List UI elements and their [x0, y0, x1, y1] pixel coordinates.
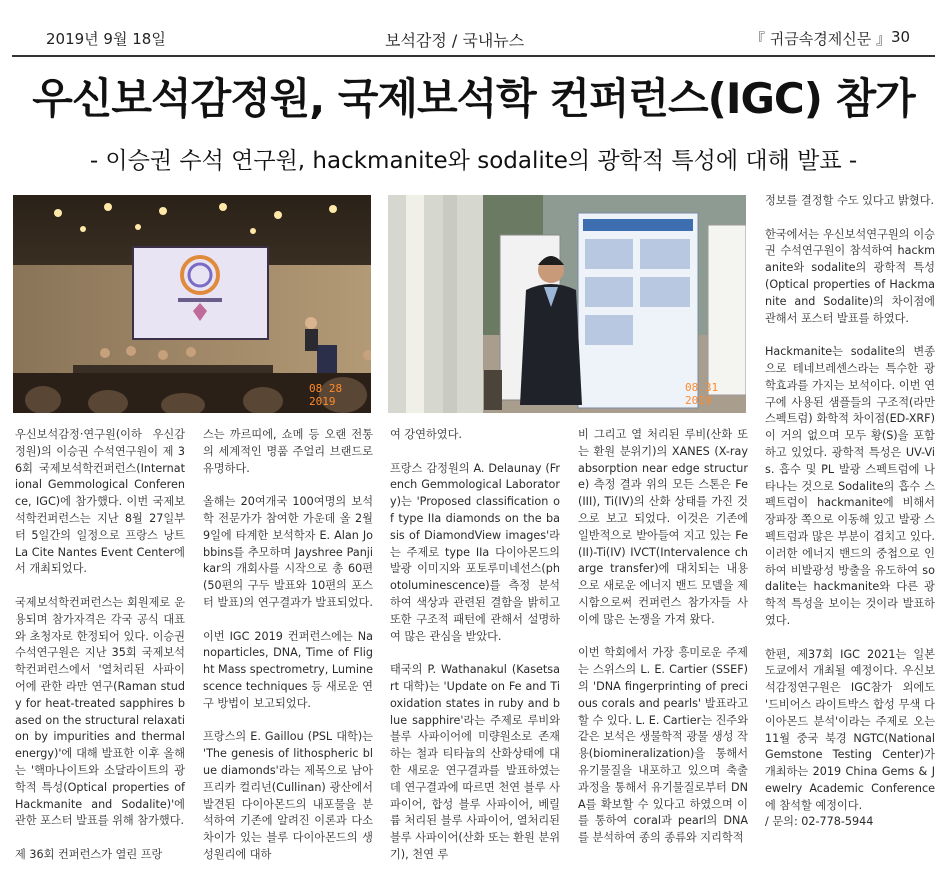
paragraph: 한편, 제37회 IGC 2021는 일본 도쿄에서 개최될 예정이다. 우신보석감정연구원은 IGC참가 외에도 '드비어스 라이트박스 합성 무색 다이아몬드 분석'이라는 주제로 오는 11월 중국 북경 NGTC(National Gemstone Testing Center)가 개최하는 2019 China Gems & Jewelry Academic Conference에 참석할 예정이다. / 문의: 02-778-5944 — [765, 647, 935, 829]
photo-date-stamp: 08 31 2019 — [685, 381, 719, 407]
paragraph: 이번 IGC 2019 컨퍼런스에는 Nanoparticles, DNA, Time of Flight Mass spectrometry, Luminescence techniques 등 새로운 연구 방법이 보고되었다. — [203, 629, 373, 710]
paragraph: 올해는 20여개국 100여명의 보석학 전문가가 참여한 가운데 올 2월 9일에 타계한 보석학자 E. Alan Jobbins를 추모하며 Jayshree Panjikar의 개회사를 시작으로 총 60편(50편의 구두 발표와 10편의 포스터 발표)의 연구결과가 발표되었다. — [203, 495, 373, 609]
paragraph: 프랑스 감정원의 A. Delaunay (French Gemmological Laboratory)는 'Proposed classification of type IIa diamonds on the basis of DiamondView images'라는 주제로 type IIa 다이아몬드의 발광 이미지와 포토루미네선스(photoluminescence)를 측정 분석하여 색상과 관련된 결함을 밝히고 또한 구조적 패턴에 관해서 설명하여 많은 관심을 받았다. — [390, 461, 560, 643]
page-number: 30 — [891, 28, 911, 46]
paragraph: 정보를 결정할 수도 있다고 밝혔다. — [765, 194, 935, 207]
researcher-poster-photo — [388, 195, 746, 413]
page-header — [0, 0, 947, 56]
paragraph: 비 그리고 열 처리된 루비(산화 또는 환원 분위기)의 XANES (X-ray absorption near edge structure) 측정 결과 위의 모든 스톤은 Fe(III), Ti(IV)의 산화 상태를 가진 것으로 보고 되었다. 이것은 기존에 일반적으로 받아들여 지고 있는 Fe(II)-Ti(IV) IVCT(Intervalence charge transfer)에 대치되는 내용으로 새로운 에너지 밴드 모델을 제시함으로써 컨퍼런스 참가자들 사이에 많은 논쟁을 가져 왔다. — [578, 428, 748, 626]
article-column-4 — [578, 427, 748, 864]
article-column-5 — [765, 193, 935, 848]
photo-date-stamp: 08 28 2019 — [309, 382, 343, 408]
paragraph: 제 36회 컨퍼런스가 열린 프랑 — [15, 847, 163, 861]
article-column-3 — [390, 427, 560, 881]
article-subheadline: - 이승권 수석 연구원, hackmanite와 sodalite의 광학적 특성에 대해 발표 - — [89, 148, 858, 174]
newspaper-name: 『 귀금속경제신문 』 — [750, 30, 891, 48]
issue-date: 2019년 9월 18일 — [46, 30, 166, 48]
paragraph: 프랑스의 E. Gaillou (PSL 대학)는 'The genesis of lithospheric blue diamonds'라는 제목으로 남아프리카 컬리넌(Cullinan) 광산에서 발견된 다이아몬드의 내포물을 분석하여 기존에 알려진 이론과 다소 차이가 있는 블루 다이아몬드의 생성원리에 대하 — [203, 730, 373, 861]
header-divider — [12, 55, 935, 57]
article-column-1 — [15, 427, 185, 881]
paragraph: 여 강연하였다. — [390, 428, 462, 441]
article-column-2 — [203, 427, 373, 881]
paragraph: 국제보석학컨퍼런스는 회원제로 운용되며 참가자격은 각국 공식 대표와 초청자로 한정되어 있다. 이승권 수석연구원은 지난 35회 국제보석학컨퍼런스에서 '열처리된 사파이어에 관한 라만 연구(Raman study for heat-treated sapphires based on the structural relaxation by impurities and thermal energy)'에 대해 발표한 이후 올해는 '핵마나이트와 소달라이트의 광학적 특성(Optical properties of Hackmanite and Sodalite)'에 관한 포스터 발표를 위해 참가했다. — [15, 595, 185, 828]
paragraph: 스는 까르띠에, 쇼메 등 오랜 전통의 세계적인 명품 주얼리 브랜드로 유명하다. — [203, 428, 373, 475]
paragraph: 한국에서는 우신보석연구원의 이승권 수석연구원이 참석하여 hackmanite와 sodalite의 광학적 특성(Optical properties of Hackmanite and Sodalite)의 차이점에 관해서 포스터 발표를 하였다. — [765, 227, 935, 325]
section-label: 보석감정 / 국내뉴스 — [385, 31, 525, 50]
paragraph: 우신보석감정·연구원(이하 우신감정원)의 이승권 수석연구원이 제 36회 국제보석학컨퍼런스(International Gemmological Conference, IGC)에 참가했다. 이번 국제보석학컨퍼런스는 지난 8월 27일부터 5일간의 일정으로 프랑스 낭트 La Cite Nantes Event Center에서 개최되었다. — [15, 428, 185, 576]
conference-hall-photo — [13, 195, 371, 413]
paragraph: Hackmanite는 sodalite의 변종으로 테네브레센스라는 특수한 광학효과를 가지는 보석이다. 이번 연구에 사용된 샘플들의 구조적(라만 스펙트럼) 화학적 차이점(ED-XRF)이 거의 없으며 모두 황(S)을 포함하고 있었다. 광학적 특성은 UV-Vis. 흡수 및 PL 발광 스펙트럼에 나타나는 것으로 Sodalite의 흡수 스펙트럼이 hackmanite에 비해서 장파장 쪽으로 이동해 있고 발광 스펙트럼과 많은 부분이 겹치고 있다. 이러한 에너지 밴드의 중첩으로 인하여 비발광성 방출을 유도하여 sodalite는 hackmanite와 다른 광학적 특성을 보이는 것이라 발표하였다. — [765, 345, 935, 627]
paragraph: 태국의 P. Wathanakul (Kasetsart 대학)는 'Update on Fe and Ti oxidation states in ruby and blue sapphire'라는 주제로 루비와 블루 사파이어에 미량원소로 존재하는 철과 티타늄의 산화상태에 대한 새로운 연구결과를 발표하였는데 연구결과에 따르면 천연 블루 사파이어, 합성 블루 사파이어, 베릴륨 처리된 블루 사파이어, 열처리된 블루 사파이어(산화 또는 환원 분위기), 천연 루 — [390, 663, 560, 861]
conference-hall-illustration — [13, 195, 371, 413]
article-headline: 우신보석감정원, 국제보석학 컨퍼런스(IGC) 참가 — [32, 74, 915, 123]
paragraph: 이번 학회에서 가장 흥미로운 주제는 스위스의 L. E. Cartier (SSEF)의 'DNA fingerprinting of precious corals and pearls' 발표라고 할 수 있다. L. E. Cartier는 진주와 같은 보석은 생물학적 광물 생성 작용(biomineralization)을 통해서 유기물질을 내포하고 있으며 축출 과정을 통해서 유기물질로부터 DNA를 확보할 수 있다고 하였으며 이를 통하여 coral과 pearl의 DNA를 분석하여 종의 종류와 지리학적 — [578, 646, 749, 845]
